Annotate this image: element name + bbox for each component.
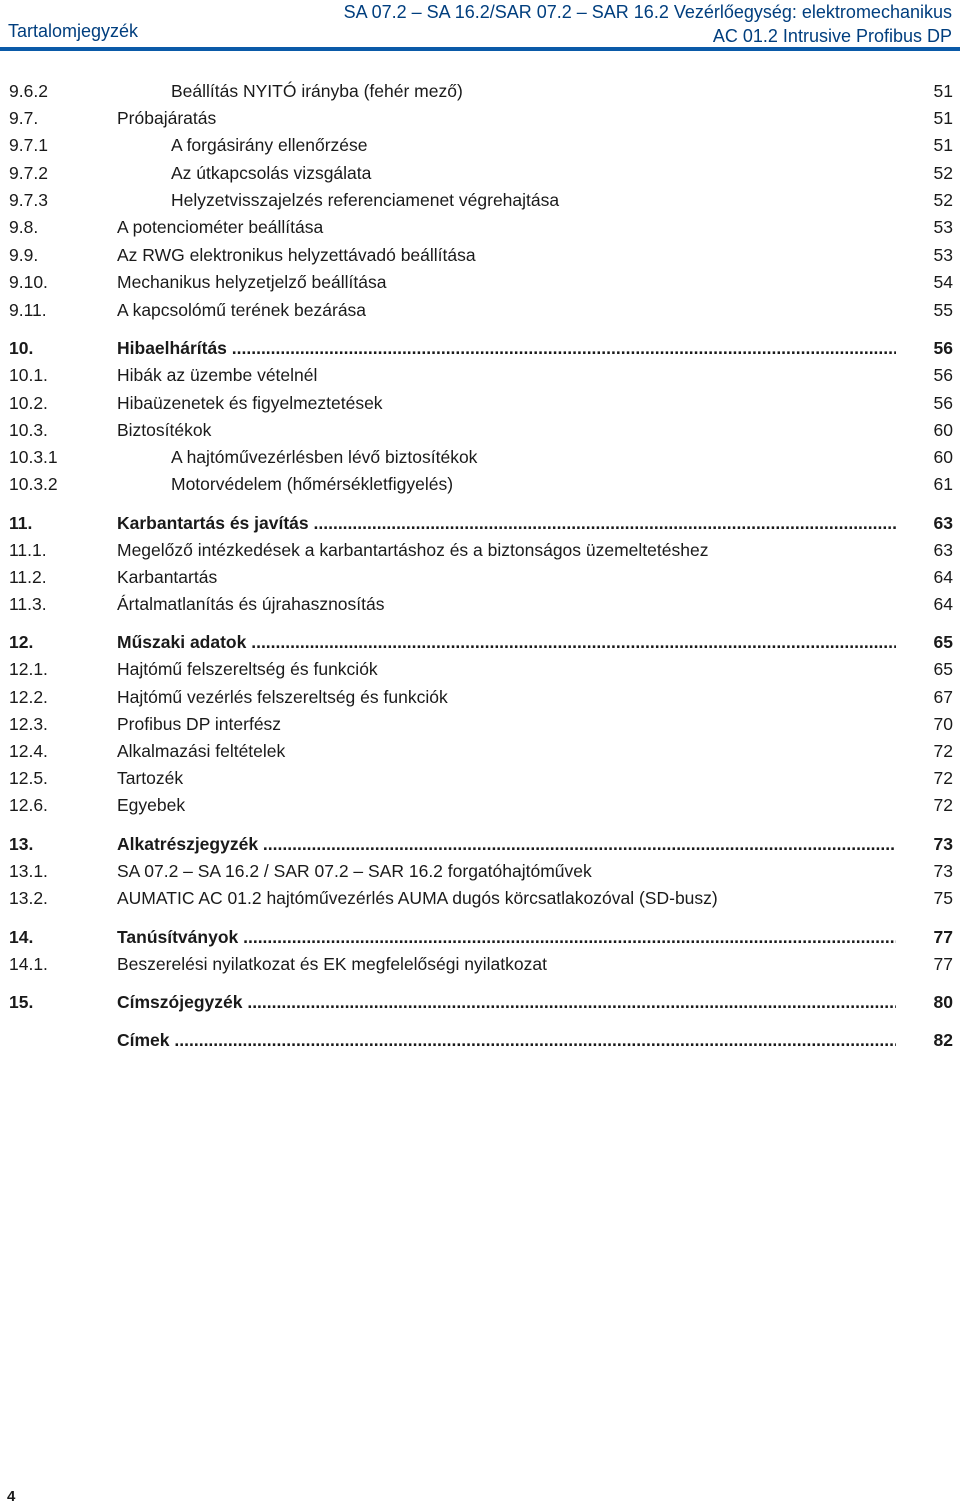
- toc-entry-page: 64: [933, 594, 953, 614]
- toc-entry-page: 75: [933, 888, 953, 908]
- toc-entry-number: 12.1.: [9, 659, 48, 679]
- toc-entry-number: 10.3.2: [9, 474, 58, 494]
- toc-chapter-page: 73: [933, 834, 953, 854]
- toc-entry-10-3[interactable]: [0, 418, 960, 442]
- toc-entry-9-7-1[interactable]: [0, 133, 960, 157]
- toc-entry-12-3[interactable]: [0, 712, 960, 736]
- toc-chapter-page: 65: [933, 632, 953, 652]
- toc-entry-page: 51: [933, 108, 953, 128]
- header-title-line-2: AC 01.2 Intrusive Profibus DP: [712, 26, 952, 46]
- toc-entry-page: 63: [933, 540, 953, 560]
- toc-entry-title: Hibaüzenetek és figyelmeztetések: [117, 393, 383, 413]
- toc-entry-page: 65: [933, 659, 953, 679]
- toc-chapter-13[interactable]: [0, 832, 960, 856]
- toc-entry-title: Beszerelési nyilatkozat és EK megfelelőségi nyilatkozat: [117, 954, 547, 974]
- toc-entry-number: 13.2.: [9, 888, 48, 908]
- toc-entry-page: 52: [933, 190, 953, 210]
- toc-entry-number: 9.6.2: [9, 81, 48, 101]
- toc-entry-title: A hajtóművezérlésben lévő biztosítékok: [171, 447, 478, 467]
- toc-entry-title: Az útkapcsolás vizsgálata: [171, 163, 372, 183]
- toc-entry-page: 51: [933, 81, 953, 101]
- toc-entry-number: 10.3.: [9, 420, 48, 440]
- toc-chapter-number: 10.: [9, 338, 34, 358]
- toc-entry-page: 72: [933, 795, 953, 815]
- toc-entry-9-9[interactable]: [0, 243, 960, 267]
- toc-chapter-number: 11.: [9, 513, 33, 533]
- toc-chapter-number: 15.: [9, 992, 34, 1012]
- toc-entry-page: 55: [933, 300, 953, 320]
- toc-entry-page: 54: [933, 272, 953, 292]
- toc-entry-10-1[interactable]: [0, 363, 960, 387]
- toc-entry-page: 53: [933, 217, 953, 237]
- toc-entry-title: Ártalmatlanítás és újrahasznosítás: [117, 594, 385, 614]
- toc-entry-number: 11.3.: [9, 594, 47, 614]
- toc-entry-12-1[interactable]: [0, 657, 960, 681]
- toc-chapter-addresses[interactable]: [0, 1028, 960, 1052]
- toc-entry-title: Profibus DP interfész: [117, 714, 282, 734]
- toc-entry-14-1[interactable]: [0, 952, 960, 976]
- toc-entry-page: 70: [933, 714, 953, 734]
- toc-entry-11-1[interactable]: [0, 538, 960, 562]
- toc-entry-page: 64: [933, 567, 953, 587]
- toc-entry-number: 9.11.: [9, 300, 47, 320]
- toc-entry-11-2[interactable]: [0, 565, 960, 589]
- toc-entry-number: 9.7.: [9, 108, 39, 128]
- toc-chapter-page: 77: [933, 927, 953, 947]
- toc-entry-12-5[interactable]: [0, 766, 960, 790]
- toc-entry-title: A potenciométer beállítása: [117, 217, 324, 237]
- page-number: 4: [7, 1488, 16, 1505]
- toc-chapter-number: 14.: [9, 927, 34, 947]
- toc-entry-title: SA 07.2 – SA 16.2 / SAR 07.2 – SAR 16.2 forgatóhajtóművek: [117, 861, 592, 881]
- toc-entry-number: 9.7.3: [9, 190, 48, 210]
- toc-entry-page: 51: [933, 135, 953, 155]
- toc-entry-13-2[interactable]: [0, 886, 960, 910]
- toc-entry-title: Hajtómű felszereltség és funkciók: [117, 659, 378, 679]
- toc-chapter-11[interactable]: [0, 511, 960, 535]
- toc-entry-title: Az RWG elektronikus helyzettávadó beállítása: [117, 245, 476, 265]
- toc-entry-number: 12.6.: [9, 795, 48, 815]
- toc-entry-9-7[interactable]: [0, 106, 960, 130]
- toc-chapter-title: Alkatrészjegyzék .....: [117, 832, 896, 856]
- toc-chapter-page: 80: [933, 992, 953, 1012]
- toc-chapter-number: 12.: [9, 632, 34, 652]
- toc-entry-title: Alkalmazási feltételek: [117, 741, 286, 761]
- toc-entry-title: AUMATIC AC 01.2 hajtóművezérlés AUMA dugós körcsatlakozóval (SD-busz): [117, 888, 718, 908]
- page-header: [0, 0, 960, 47]
- toc-entry-page: 61: [933, 474, 953, 494]
- toc-chapter-page: 56: [933, 338, 953, 358]
- header-document-title: [344, 0, 952, 48]
- toc-entry-page: 72: [933, 768, 953, 788]
- toc-entry-title: A forgásirány ellenőrzése: [171, 135, 368, 155]
- toc-entry-number: 12.4.: [9, 741, 48, 761]
- toc-entry-9-11[interactable]: [0, 298, 960, 322]
- toc-chapter-12[interactable]: [0, 630, 960, 654]
- toc-entry-page: 52: [933, 163, 953, 183]
- toc-chapter-title: Címek .....: [117, 1028, 896, 1052]
- toc-entry-title: Mechanikus helyzetjelző beállítása: [117, 272, 387, 292]
- toc-chapter-title: Műszaki adatok .....: [117, 630, 896, 654]
- toc-entry-title: Megelőző intézkedések a karbantartáshoz és a biztonságos üzemeltetéshez: [117, 540, 709, 560]
- toc-entry-page: 56: [933, 393, 953, 413]
- toc-entry-12-4[interactable]: [0, 739, 960, 763]
- toc-entry-number: 10.1.: [9, 365, 48, 385]
- toc-entry-9-8[interactable]: [0, 215, 960, 239]
- toc-entry-page: 67: [933, 687, 953, 707]
- toc-chapter-page: 63: [933, 513, 953, 533]
- toc-entry-number: 9.7.1: [9, 135, 48, 155]
- toc-entry-title: Tartozék: [117, 768, 184, 788]
- toc-entry-title: A kapcsolómű terének bezárása: [117, 300, 367, 320]
- toc-entry-page: 60: [933, 420, 953, 440]
- header-section-title: Tartalomjegyzék: [8, 21, 139, 41]
- toc-entry-title: Karbantartás: [117, 567, 218, 587]
- toc-entry-title: Beállítás NYITÓ irányba (fehér mező): [171, 81, 463, 101]
- toc-chapter-page: 82: [933, 1030, 953, 1050]
- toc-entry-12-6[interactable]: [0, 793, 960, 817]
- toc-entry-9-7-3[interactable]: [0, 188, 960, 212]
- header-divider: [0, 47, 960, 51]
- toc-chapter-14[interactable]: [0, 925, 960, 949]
- toc-entry-page: 77: [933, 954, 953, 974]
- toc-chapter-15[interactable]: [0, 990, 960, 1014]
- toc-entry-number: 9.7.2: [9, 163, 48, 183]
- toc-entry-title: Próbajáratás: [117, 108, 217, 128]
- toc-chapter-title: Hibaelhárítás .....: [117, 336, 896, 360]
- toc-entry-page: 72: [933, 741, 953, 761]
- toc-entry-9-6-2[interactable]: [0, 79, 960, 103]
- toc-chapter-title: Címszójegyzék .....: [117, 990, 896, 1014]
- toc-entry-number: 13.1.: [9, 861, 48, 881]
- toc-entry-number: 12.2.: [9, 687, 48, 707]
- toc-entry-number: 9.9.: [9, 245, 39, 265]
- toc-entry-11-3[interactable]: [0, 592, 960, 616]
- toc-entry-12-2[interactable]: [0, 685, 960, 709]
- toc-entry-number: 12.5.: [9, 768, 48, 788]
- toc-entry-page: 56: [933, 365, 953, 385]
- toc-chapter-title: Karbantartás és javítás .....: [117, 511, 896, 535]
- toc-entry-number: 11.1.: [9, 540, 47, 560]
- toc-entry-title: Hajtómű vezérlés felszereltség és funkciók: [117, 687, 448, 707]
- toc-entry-number: 9.8.: [9, 217, 39, 237]
- toc-entry-number: 9.10.: [9, 272, 48, 292]
- toc-entry-title: Helyzetvisszajelzés referenciamenet végrehajtása: [171, 190, 560, 210]
- toc-entry-9-7-2[interactable]: [0, 161, 960, 185]
- toc-entry-number: 11.2.: [9, 567, 47, 587]
- toc-entry-title: Biztosítékok: [117, 420, 212, 440]
- toc-entry-9-10[interactable]: [0, 270, 960, 294]
- toc-entry-page: 53: [933, 245, 953, 265]
- toc-entry-10-3-1[interactable]: [0, 445, 960, 469]
- toc-chapter-10[interactable]: [0, 336, 960, 360]
- toc-entry-number: 12.3.: [9, 714, 48, 734]
- toc-entry-13-1[interactable]: [0, 859, 960, 883]
- toc-entry-page: 73: [933, 861, 953, 881]
- toc-entry-number: 10.3.1: [9, 447, 58, 467]
- toc-entry-10-3-2[interactable]: [0, 472, 960, 496]
- toc-entry-page: 60: [933, 447, 953, 467]
- toc-entry-title: Hibák az üzembe vételnél: [117, 365, 318, 385]
- toc-chapter-title: Tanúsítványok .....: [117, 925, 896, 949]
- toc-entry-number: 10.2.: [9, 393, 48, 413]
- toc-entry-number: 14.1.: [9, 954, 48, 974]
- toc-entry-10-2[interactable]: [0, 391, 960, 415]
- toc-entry-title: Motorvédelem (hőmérsékletfigyelés): [171, 474, 454, 494]
- toc-entry-title: Egyebek: [117, 795, 186, 815]
- toc-chapter-number: 13.: [9, 834, 34, 854]
- header-title-line-1: SA 07.2 – SA 16.2/SAR 07.2 – SAR 16.2 Vezérlőegység: elektromechanikus: [343, 2, 952, 22]
